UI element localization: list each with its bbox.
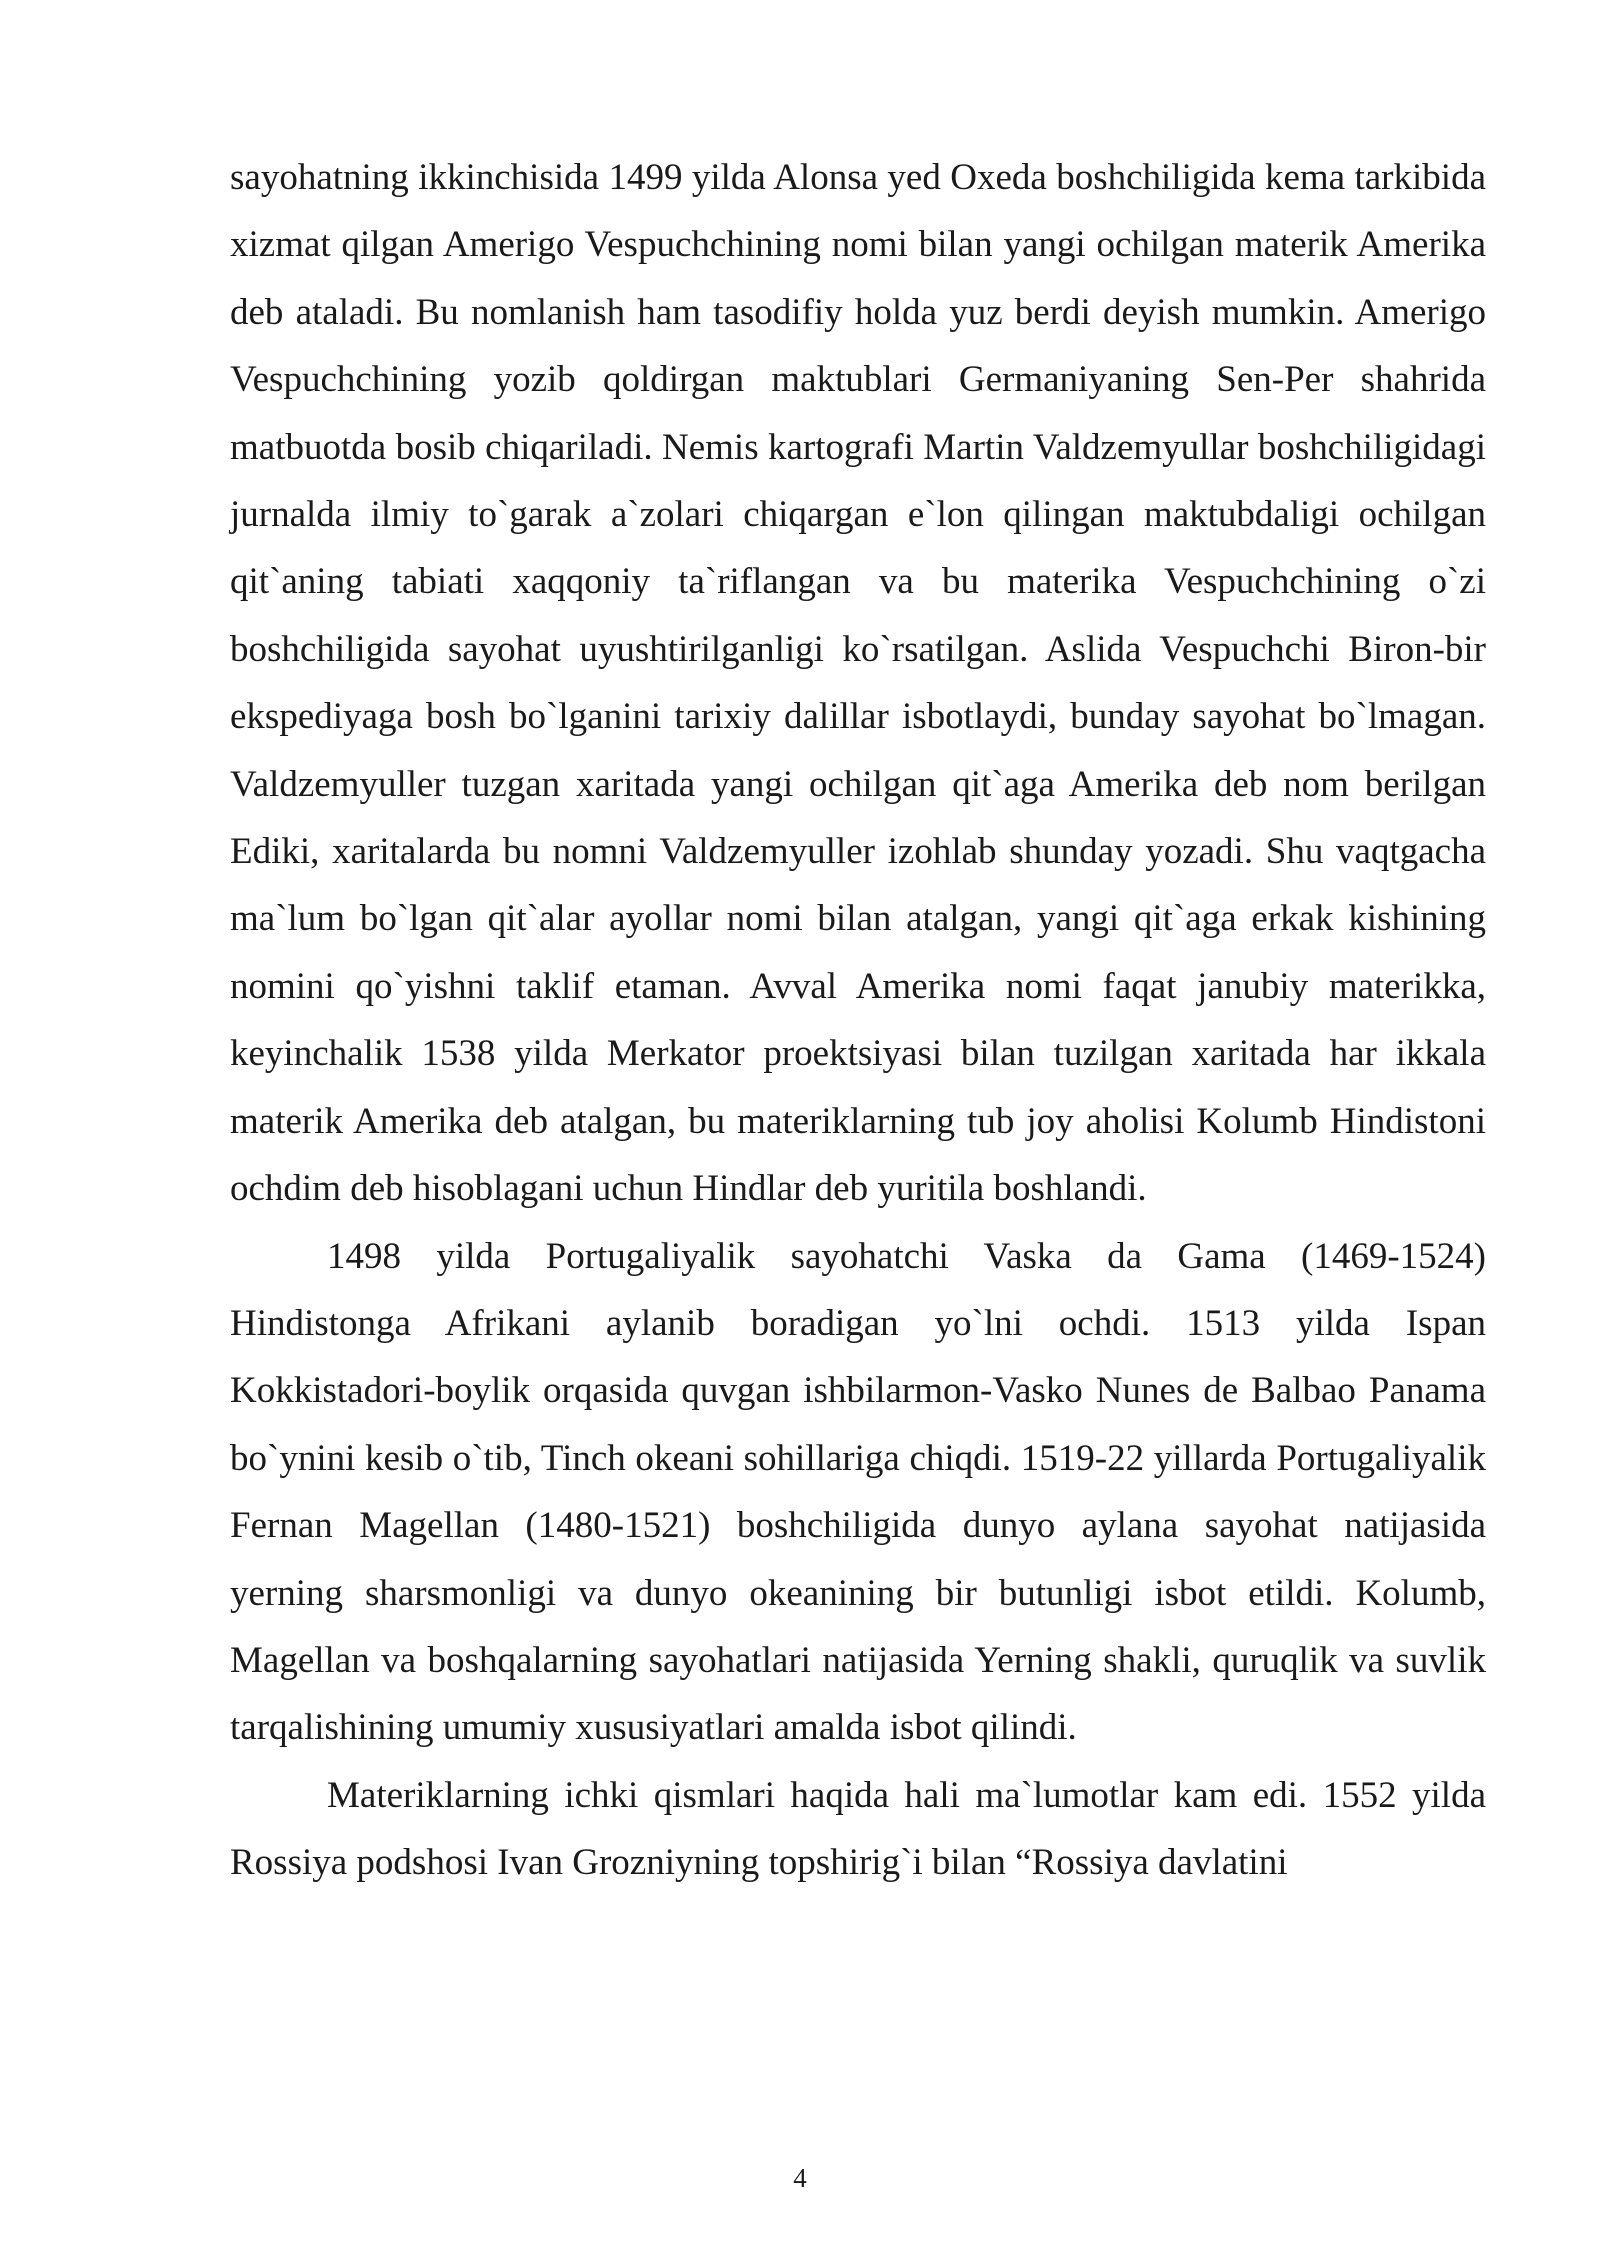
page-body <box>230 144 1486 1897</box>
paragraph: 1498 yilda Portugaliyalik sayohatchi Vaska da Gama (1469-1524) Hindistonga Afrikani aylanib boradigan yo`lni ochdi. 1513 yilda Ispan Kokkistadori-boylik orqasida quvgan ishbilarmon-Vasko Nunes de Balbao Panama bo`ynini kesib o`tib, Tinch okeani sohillariga chiqdi. 1519-22 yillarda Portugaliyalik Fernan Magellan (1480-1521) boshchiligida dunyo aylana sayohat natijasida yerning sharsmonligi va dunyo okeanining bir butunligi isbot etildi. Kolumb, Magellan va boshqalarning sayohatlari natijasida Yerning shakli, quruqlik va suvlik tarqalishining umumiy xususiyatlari amalda isbot qilindi. <box>230 1235 1486 1749</box>
paragraph: sayohatning ikkinchisida 1499 yilda Alonsa yed Oxeda boshchiligida kema tarkibida xizmat qilgan Amerigo Vespuchchining nomi bilan yangi ochilgan materik Amerika deb ataladi. Bu nomlanish ham tasodifiy holda yuz berdi deyish mumkin. Amerigo Vespuchchining yozib qoldirgan maktublari Germaniyaning Sen-Per shahrida matbuotda bosib chiqariladi. Nemis kartografi Martin Valdzemyullar boshchiligidagi jurnalda ilmiy to`garak a`zolari chiqargan e`lon qilingan maktubdaligi ochilgan qit`aning tabiati xaqqoniy ta`riflangan va bu materika Vespuchchining o`zi boshchiligida sayohat uyushtirilganligi ko`rsatilgan. Aslida Vespuchchi Biron-bir ekspediyaga bosh bo`lganini tarixiy dalillar isbotlaydi, bunday sayohat bo`lmagan. Valdzemyuller tuzgan xaritada yangi ochilgan qit`aga Amerika deb nom berilgan Ediki, xaritalarda bu nomni Valdzemyuller izohlab shunday yozadi. Shu vaqtgacha ma`lum bo`lgan qit`alar ayollar nomi bilan atalgan, yangi qit`aga erkak kishining nomini qo`yishni taklif etaman. Avval Amerika nomi faqat janubiy materikka, keyinchalik 1538 yilda Merkator proektsiyasi bilan tuzilgan xaritada har ikkala materik Amerika deb atalgan, bu materiklarning tub joy aholisi Kolumb Hindistoni ochdim deb hisoblagani uchun Hindlar deb yuritila boshlandi. <box>230 157 1486 1210</box>
page-number: 4 <box>793 2163 807 2193</box>
paragraph: Materiklarning ichki qismlari haqida hali ma`lumotlar kam edi. 1552 yilda Rossiya podshosi Ivan Grozniyning topshirig`i bilan “Rossiya davlatini <box>230 1774 1486 1884</box>
